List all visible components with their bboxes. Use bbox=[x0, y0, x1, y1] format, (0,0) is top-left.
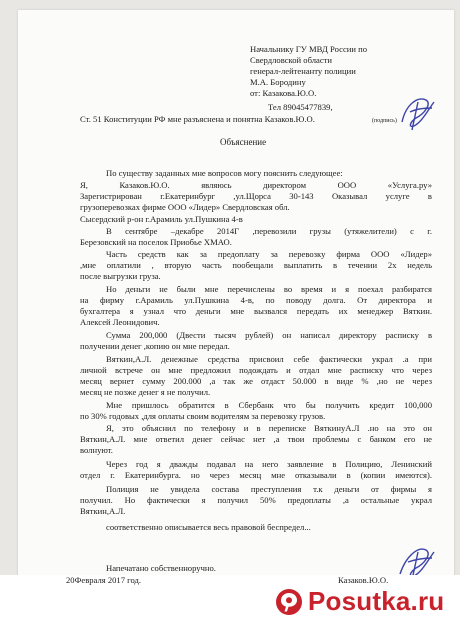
body-line: Сысердский р-он г.Арамиль ул.Пушкина 4-в bbox=[80, 214, 243, 224]
header-line-1: Начальнику ГУ МВД России по bbox=[250, 44, 367, 54]
body-line: Алексей Леонидович. bbox=[80, 317, 160, 327]
body-line: Березовский на поселок Приобье ХМАО. bbox=[80, 237, 232, 247]
body-line: соответственно описывается весь правовой беспредел... bbox=[106, 522, 311, 532]
body-line: В сентябре –декабре 2014Г ,перевозили грузы (утяжелители) с г. bbox=[106, 226, 432, 236]
body-line: месяц не позже денег я не получил. bbox=[80, 387, 211, 397]
body-line: Вяткин,А.Л. bbox=[80, 506, 126, 516]
body-line: грузоперевозках фирме ООО «Лидер» Свердловская обл. bbox=[80, 202, 290, 212]
body-line: Через год я дважды подавал на него заявление в Полицию, Ленинский bbox=[106, 459, 432, 469]
body-line: отдел г. Екатеринбурга. но через месяц мне отказывали в (копии имеются). bbox=[80, 470, 432, 480]
watermark-label: Posutka.ru bbox=[308, 586, 445, 616]
body-line: По существу заданных мне вопросов могу пояснить следующее: bbox=[106, 168, 343, 178]
body-line: после выгрузки груза. bbox=[80, 271, 161, 281]
body-line: получении денег ,копию он мне передал. bbox=[80, 341, 230, 351]
rights-note: (подпись) bbox=[372, 118, 397, 124]
body-line: Вяткин,А.Л. денежные средства присвоил себе фактически украл .а при bbox=[106, 354, 432, 364]
body-line: Мне пришлось обратится в Сбербанк что бы получить кредит 100,000 bbox=[106, 400, 432, 410]
body-line: Напечатано собственноручно. bbox=[106, 563, 216, 573]
header-line-6: Тел 89045477839, bbox=[268, 102, 333, 112]
header-line-5: от: Казакова.Ю.О. bbox=[250, 88, 317, 98]
header-line-2: Свердловской области bbox=[250, 55, 333, 65]
body-line: Сумма 200,000 (Двести тысяч рублей) он написал директору расписку в bbox=[106, 330, 432, 340]
document-title: Объяснение bbox=[220, 137, 267, 147]
body-line: волнуют. bbox=[80, 445, 113, 455]
body-line: получил. Но фактически я получил 50% предоплаты ,а остальные украл bbox=[80, 495, 432, 505]
header-line-3: генерал-лейтенанту полиции bbox=[250, 66, 356, 76]
body-line: по 30% годовых ,для оплаты своим водителям за перевозку грузов. bbox=[80, 411, 326, 421]
body-line: ,мне оплатили , вторую часть пообещали выплатить в течении 2х недель bbox=[80, 260, 432, 270]
body-line: Я, Казаков.Ю.О. являюсь директором ООО «Услуга.ру» bbox=[80, 180, 432, 190]
document-date: 20Февраля 2017 год. bbox=[66, 575, 142, 585]
body-line: на фирму г.Арамиль ул.Пушкина 4-в, по поводу долга. От директора и bbox=[80, 295, 432, 305]
body-line: месяц вернет сумму 200.000 ,а так же отдаст 50.000 в виде % ,но не через bbox=[80, 376, 432, 386]
body-line: Но деньги не были мне перечислены во время и я поехал разбиратся bbox=[106, 284, 432, 294]
body-line: Часть средств как за предоплату за перевозку фирма ООО «Лидер» bbox=[106, 249, 432, 259]
header-line-4: М.А. Бородину bbox=[250, 77, 306, 87]
signature-top bbox=[396, 92, 440, 134]
body-line: Вяткин,А.Л. мне ответил денег сейчас нет ,а твои проблемы с банком его не bbox=[80, 434, 432, 444]
body-line: Я, это объяснил по телефону и в переписке ВяткинуА.Л .но на это он bbox=[106, 423, 432, 433]
document-page bbox=[18, 10, 454, 622]
rights-statement: Ст. 51 Конституции РФ мне разъяснена и понятна Казаков.Ю.О. bbox=[80, 114, 315, 124]
pin-icon bbox=[276, 589, 302, 615]
body-line: бухгалтера я узнал что деньги мне вызвался передать их менеджер Вяткин. bbox=[80, 306, 432, 316]
body-line: Зарегистрирован г.Екатеринбург ,ул.Щорса 30-143 Оказывал услуге в bbox=[80, 191, 432, 201]
body-line: личной встрече он мне предложил подождать и отдал мне расписку что через bbox=[80, 365, 432, 375]
body-line: Полиция не увидела состава преступления т.к деньги от фирмы я bbox=[106, 484, 432, 494]
document-signer: Казаков.Ю.О. bbox=[338, 575, 389, 585]
